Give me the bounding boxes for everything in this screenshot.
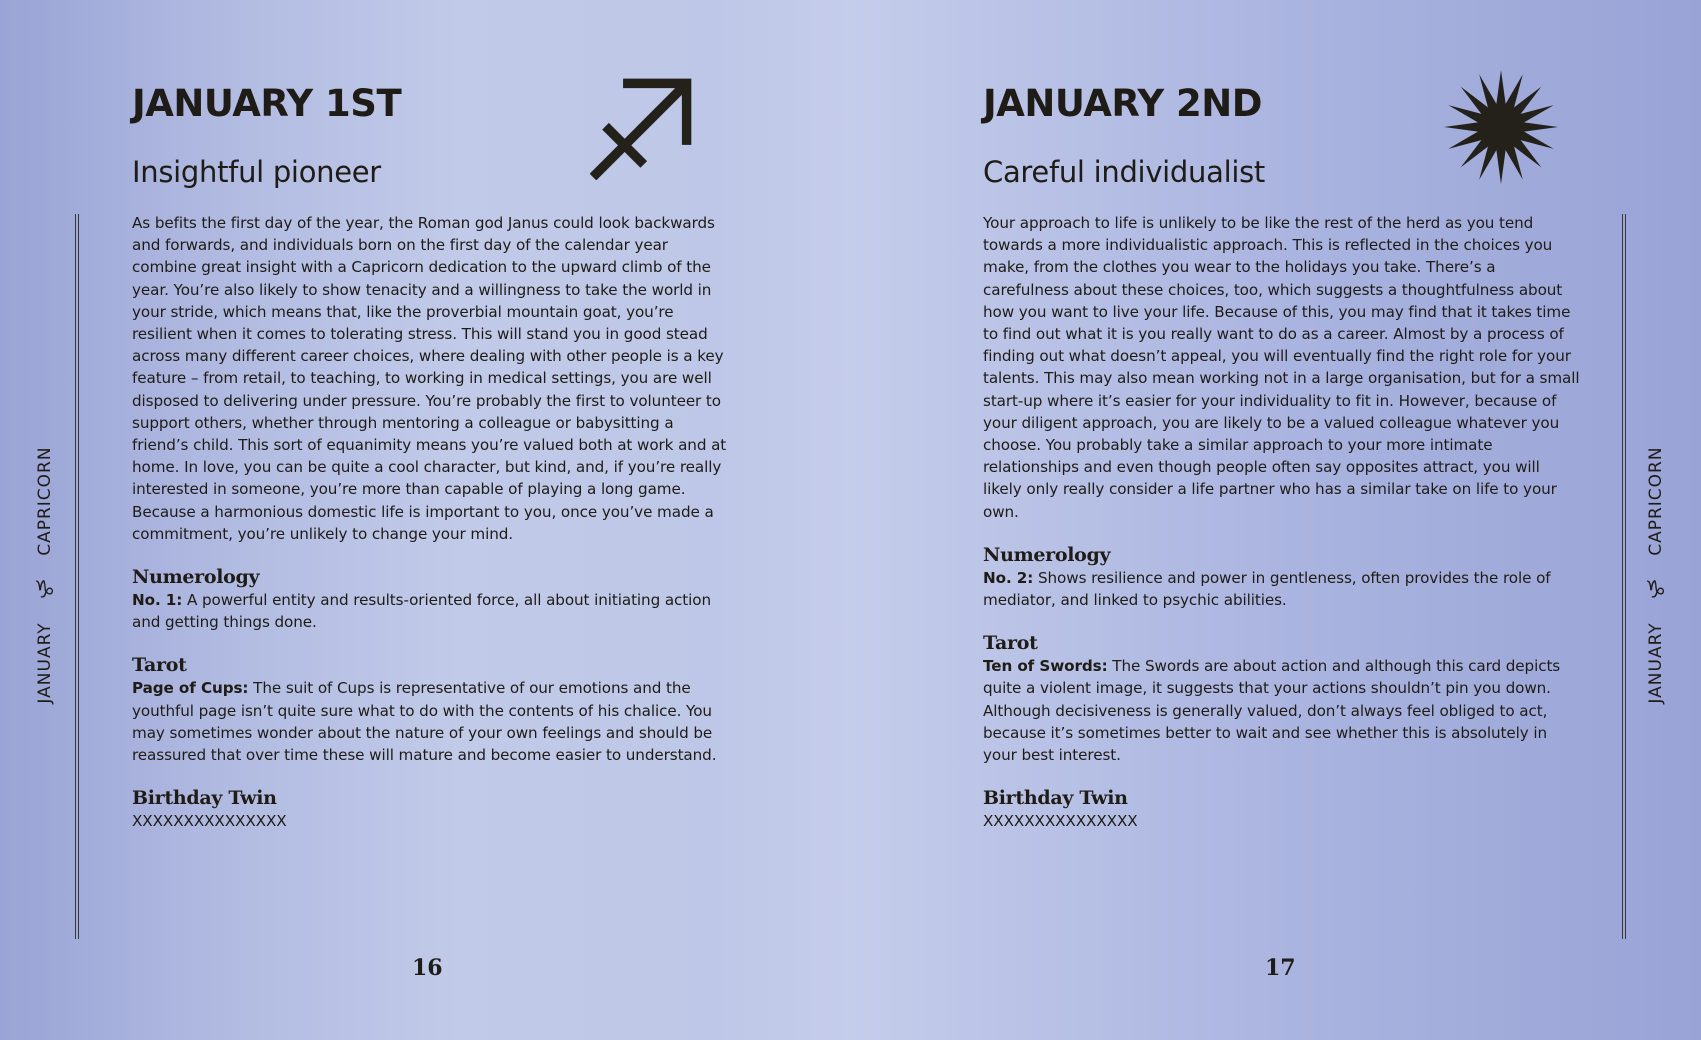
side-rule (75, 214, 79, 939)
numerology-text (132, 589, 732, 633)
side-tab (1642, 446, 1670, 703)
tarot-label: Page of Cups: (132, 679, 249, 698)
page-heading: JANUARY 2ND (983, 82, 1262, 125)
birthday-twin-title: Birthday Twin (132, 787, 277, 810)
page-content (983, 212, 1583, 832)
page-subtitle: Careful individualist (983, 155, 1265, 189)
capricorn-icon: ♑ (33, 575, 57, 604)
birthday-twin-title: Birthday Twin (983, 787, 1128, 810)
page-number: 17 (1265, 955, 1296, 981)
tarot-label: Ten of Swords: (983, 657, 1108, 676)
body-text: Your approach to life is unlikely to be like the rest of the herd as you tend towards a more individualistic approach. This is reflected in the choices you make, from the clothes you wear to the holidays you take. There’s a carefulness about these choices, too, which suggests a thoughtfulness about how you want to live your life. Because of this, you may find that it takes time to find out what it is you really want to do as a career. Almost by a process of finding out what doesn’t appeal, you will eventually find the right role for your talents. This may also mean working not in a large organisation, but for a small start-up where it’s easier for your individuality to fit in. However, because of your diligent approach, you are likely to be a valued colleague whatever you choose. You probably take a similar approach to your more intimate relationships and even though people often say opposites attract, you will likely only really consider a life partner who has a similar take on life to your own. (983, 214, 1580, 521)
numerology-description: A powerful entity and results-oriented force, all about initiating action and getting things done. (132, 591, 711, 632)
birthday-twin-text: XXXXXXXXXXXXXXX (132, 812, 287, 831)
side-sign: CAPRICORN (35, 446, 55, 556)
numerology-label: No. 1: (132, 591, 183, 610)
capricorn-icon: ♑ (1644, 575, 1668, 604)
numerology-title: Numerology (132, 566, 260, 589)
page-content (132, 212, 732, 832)
side-tab (31, 446, 59, 703)
right-page (850, 0, 1700, 1040)
page-heading: JANUARY 1ST (132, 82, 402, 125)
numerology-label: No. 2: (983, 568, 1034, 587)
tarot-description: The suit of Cups is representative of our emotions and the youthful page isn’t quite sure what to do with the contents of his chalice. You may sometimes wonder about the nature of your own feelings and should be reassured that over time these will mature and become easier to understand. (132, 679, 717, 765)
sagittarius-arrow-icon (590, 75, 695, 180)
side-month: JANUARY (1646, 622, 1666, 704)
numerology-text (983, 567, 1583, 611)
side-sign: CAPRICORN (1646, 446, 1666, 556)
body-text: As befits the first day of the year, the Roman god Janus could look backwards and forwards, and individuals born on the first day of the calendar year combine great insight with a Capricorn dedication to the upward climb of the year. You’re also likely to show tenacity and a willingness to take the world in your stride, which means that, like the proverbial mountain goat, you’re resilient when it comes to tolerating stress. This will stand you in good stead across many different career choices, where dealing with other people is a key feature – from retail, to teaching, to working in medical settings, you are well disposed to delivering under pressure. You’re probably the first to volunteer to support others, whether through mentoring a colleague or babysitting a friend’s child. This sort of equanimity means you’re valued both at work and at home. In love, you can be quite a cool character, but kind, and, if you’re really interested in someone, you’re more than capable of playing a long game. Because a harmonious domestic life is important to you, once you’ve made a commitment, you’re unlikely to change your mind. (132, 214, 727, 543)
tarot-title: Tarot (132, 654, 187, 677)
side-rule (1622, 214, 1626, 939)
birthday-twin-text: XXXXXXXXXXXXXXX (983, 812, 1138, 831)
side-month: JANUARY (35, 622, 55, 704)
numerology-title: Numerology (983, 543, 1111, 566)
numerology-description: Shows resilience and power in gentleness, often provides the role of mediator, and linked to psychic abilities. (983, 568, 1551, 610)
page-subtitle: Insightful pioneer (132, 155, 381, 189)
left-page (0, 0, 850, 1040)
tarot-title: Tarot (983, 632, 1038, 655)
tarot-description: The Swords are about action and although this card depicts quite a violent image, it suggests that your actions shouldn’t pin you down. Although decisiveness is generally valued, don’t always feel obliged to act, because it’s sometimes better to wait and see whether this is absolutely in your best interest. (983, 657, 1561, 765)
tarot-text (132, 677, 732, 766)
sun-burst-icon (1442, 68, 1560, 186)
tarot-text (983, 655, 1583, 766)
page-number: 16 (412, 955, 443, 981)
